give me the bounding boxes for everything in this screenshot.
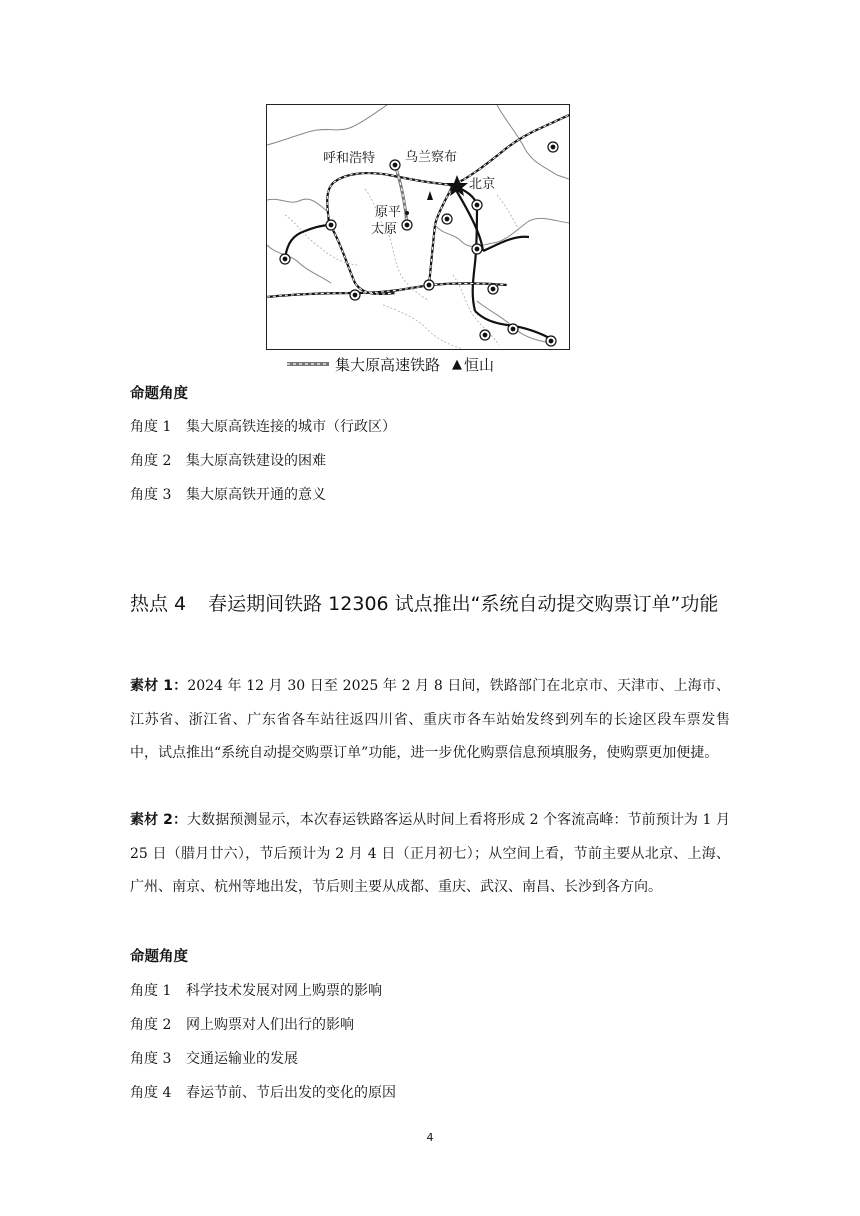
- angle-number: 角度 4: [130, 1085, 172, 1101]
- material-2-text: 大数据预测显示，本次春运铁路客运从时间上看将形成 2 个客流高峰：节前预计为 1 月 25 日（腊月廿六），节后预计为 2 月 4 日（正月初七）；从空间上看，节前主要从北京、上海、广州、南京、杭州等地出发，节后则主要从成都、重庆、武汉、南昌、长沙到各方向。: [130, 812, 730, 895]
- material-2-label: 素材 2：: [130, 812, 188, 828]
- angle-number: 角度 3: [130, 487, 172, 503]
- map-label-yuanping: 原平: [375, 205, 402, 220]
- angle-text: 交通运输业的发展: [186, 1051, 298, 1067]
- angle-number: 角度 2: [130, 1017, 172, 1033]
- section1-angle-1: [130, 416, 396, 436]
- legend-mountain-label: 恒山: [464, 355, 495, 374]
- map-legend: [287, 354, 494, 374]
- angle-text: 科学技术发展对网上购票的影响: [186, 983, 382, 999]
- hotspot-title: [130, 582, 730, 626]
- section2-heading: 命题角度: [130, 949, 188, 965]
- rail-line-icon: [287, 361, 329, 367]
- map-label-taiyuan: 太原: [371, 222, 398, 237]
- section2-angle-4: [130, 1082, 396, 1102]
- angle-text: 集大原高铁开通的意义: [186, 487, 326, 503]
- angle-number: 角度 1: [130, 983, 172, 999]
- angle-number: 角度 2: [130, 453, 172, 469]
- angle-number: 角度 3: [130, 1051, 172, 1067]
- material-2: [130, 804, 730, 905]
- railway-map: [266, 104, 570, 350]
- angle-text: 集大原高铁建设的困难: [186, 453, 326, 469]
- section2-angle-1: [130, 980, 382, 1000]
- material-1-label: 素材 1：: [130, 678, 188, 694]
- section2-angle-3: [130, 1048, 298, 1068]
- section2-angle-2: [130, 1014, 354, 1034]
- page-number: 4: [426, 1131, 434, 1144]
- section1-angle-3: [130, 484, 326, 504]
- section1-heading: 命题角度: [130, 386, 188, 402]
- angle-text: 网上购票对人们出行的影响: [186, 1017, 354, 1033]
- legend-rail-label: 集大原高速铁路: [335, 355, 441, 374]
- hotspot-tag: 热点 4: [130, 593, 187, 615]
- map-label-hohhot: 呼和浩特: [323, 151, 376, 166]
- angle-number: 角度 1: [130, 419, 172, 435]
- map-label-beijing: 北京: [469, 177, 496, 192]
- angle-text: 春运节前、节后出发的变化的原因: [186, 1085, 396, 1101]
- mountain-icon: ▲: [452, 356, 463, 372]
- material-1-text: 2024 年 12 月 30 日至 2025 年 2 月 8 日间，铁路部门在北京市、天津市、上海市、江苏省、浙江省、广东省各车站往返四川省、重庆市各车站始发终到列车的长途区段车票发售中，试点推出“系统自动提交购票订单”功能，进一步优化购票信息预填服务，使购票更加便捷。: [130, 678, 730, 761]
- material-1: [130, 670, 730, 771]
- section1-angle-2: [130, 450, 326, 470]
- hotspot-title-text: 春运期间铁路 12306 试点推出“系统自动提交购票订单”功能: [208, 593, 719, 615]
- angle-text: 集大原高铁连接的城市（行政区）: [186, 419, 396, 435]
- map-label-ulanqab: 乌兰察布: [405, 150, 458, 165]
